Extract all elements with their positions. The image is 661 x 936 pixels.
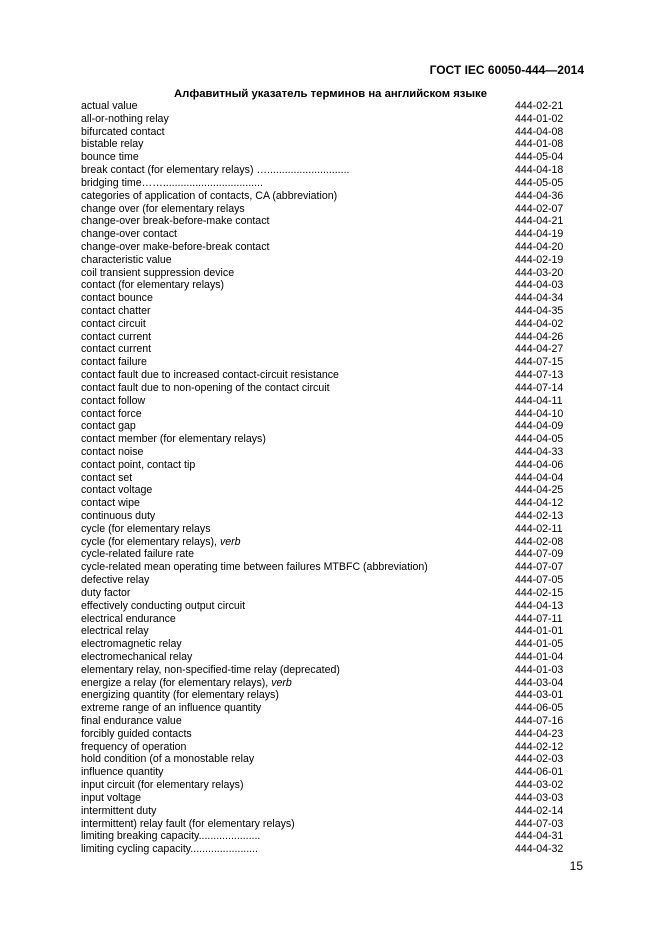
index-entry-term-text: bistable relay (81, 138, 144, 151)
index-entry-code: 444-04-08 (515, 125, 564, 138)
index-entry (81, 689, 571, 702)
index-entry-code: 444-04-26 (515, 330, 564, 343)
index-entry (81, 536, 571, 549)
index-entry-term-text: contact current (81, 330, 152, 343)
index-entry-term-text: duty factor (81, 586, 131, 599)
index-entry-term (81, 702, 261, 715)
index-entry-code: 444-01-02 (515, 112, 564, 125)
index-entry-term-text: contact point, contact tip (81, 458, 196, 471)
index-entry-term-text: input voltage (81, 791, 142, 804)
index-entry (81, 497, 571, 510)
index-entry-term-text: electromagnetic relay (81, 638, 182, 651)
index-entry (81, 600, 571, 613)
index-entry (81, 279, 571, 292)
index-entry-code: 444-02-21 (515, 100, 564, 112)
index-entry (81, 792, 571, 805)
index-entry-code: 444-04-02 (515, 317, 564, 330)
index-entry-term-text: input circuit (for elementary relays) (81, 779, 244, 792)
index-entry-code: 444-07-05 (515, 574, 564, 587)
index-entry-term-text: influence quantity (81, 766, 164, 779)
index-entry-code: 444-03-04 (515, 676, 564, 689)
index-entry-term-text: cycle (for elementary relays), (81, 535, 220, 548)
index-entry-code: 444-04-36 (515, 189, 564, 202)
index-entry (81, 420, 571, 433)
index-title: Алфавитный указатель терминов на английском языке (173, 88, 487, 100)
index-entry-term-text: actual value (81, 100, 138, 112)
index-entry-code: 444-04-05 (515, 433, 564, 446)
index-entry-term (81, 523, 211, 536)
index-entry (81, 215, 571, 228)
index-entry-code: 444-01-01 (515, 625, 564, 638)
index-entry-term-text: electrical endurance (81, 612, 176, 625)
index-entry-term (81, 433, 266, 446)
index-entry-code: 444-03-20 (515, 266, 564, 279)
index-entry-term (81, 625, 149, 638)
index-entry-term (81, 600, 245, 613)
index-entry-term-text: contact current (81, 343, 152, 356)
index-entry-code: 444-04-19 (515, 228, 564, 241)
index-entry-code: 444-05-05 (515, 176, 564, 189)
index-entry-term-text: contact set (81, 471, 133, 484)
index-entry-term-text: categories of application of contacts, CA (abbreviation) (81, 189, 338, 202)
index-entry-term (81, 100, 138, 113)
index-entry (81, 343, 571, 356)
index-entry (81, 818, 571, 831)
index-entry (81, 625, 571, 638)
index-entry-term (81, 664, 340, 677)
index-entry-term-text: break contact (for elementary relays) …............................ (81, 164, 350, 177)
index-entry (81, 548, 571, 561)
index-entry (81, 677, 571, 690)
index-entry-term (81, 126, 165, 139)
index-entry-code: 444-03-03 (515, 791, 564, 804)
index-entry (81, 267, 571, 280)
index-entry-term (81, 164, 349, 177)
index-entry-code: 444-04-11 (515, 394, 563, 407)
index-entry-term-qualifier: verb (219, 535, 241, 548)
index-entry (81, 254, 571, 267)
index-entry (81, 138, 571, 151)
index-entry-term (81, 715, 182, 728)
index-entry (81, 830, 571, 843)
index-entry-term-text: intermittent) relay fault (for elementary relays) (81, 817, 295, 830)
term-index-list (81, 100, 571, 856)
index-entry-term (81, 215, 269, 228)
index-entry-term (81, 292, 153, 305)
index-entry (81, 638, 571, 651)
index-entry-term (81, 818, 295, 831)
index-entry (81, 228, 571, 241)
index-entry (81, 151, 571, 164)
index-entry (81, 382, 571, 395)
index-entry (81, 100, 571, 113)
index-entry (81, 510, 571, 523)
index-entry-term-text: contact gap (81, 420, 136, 433)
index-entry-code: 444-01-04 (515, 650, 564, 663)
index-entry (81, 292, 571, 305)
index-entry (81, 241, 571, 254)
index-entry (81, 843, 571, 856)
document-code: ГОСТ IEC 60050-444—2014 (429, 63, 584, 77)
index-entry-term (81, 741, 186, 754)
index-entry-term (81, 356, 147, 369)
index-entry-term (81, 753, 254, 766)
index-entry-code: 444-07-09 (515, 548, 564, 561)
index-entry-code: 444-04-34 (515, 292, 564, 305)
index-entry-term-text: characteristic value (81, 253, 172, 266)
index-entry-term-text: forcibly guided contacts (81, 727, 192, 740)
index-entry (81, 651, 571, 664)
index-entry-term-text: electrical relay (81, 625, 149, 638)
index-entry-term (81, 510, 155, 523)
index-entry-term-text: limiting breaking capacity..................... (81, 830, 261, 843)
index-entry-term-text: electromechanical relay (81, 650, 193, 663)
index-entry-code: 444-04-27 (515, 343, 564, 356)
index-entry-term (81, 382, 330, 395)
index-entry-term (81, 331, 151, 344)
index-entry-term-text: change-over break-before-make contact (81, 215, 270, 228)
index-entry (81, 356, 571, 369)
index-entry-term-text: contact bounce (81, 292, 153, 305)
index-entry-code: 444-07-13 (515, 369, 564, 382)
index-entry-term-text: bridging time…….................................. (81, 176, 263, 189)
index-entry (81, 459, 571, 472)
index-entry-term-text: contact (for elementary relays) (81, 279, 225, 292)
index-entry (81, 741, 571, 754)
index-entry-term (81, 728, 192, 741)
index-entry-term (81, 305, 151, 318)
index-entry-term-text: continuous duty (81, 510, 156, 522)
index-entry-term-text: contact failure (81, 356, 147, 369)
index-entry-code: 444-07-03 (515, 817, 564, 830)
index-entry-term-text: contact fault due to increased contact-circuit resistance (81, 369, 339, 382)
index-entry-term-text: contact circuit (81, 317, 146, 330)
index-entry-code: 444-01-03 (515, 663, 564, 676)
index-entry-code: 444-04-10 (515, 407, 564, 420)
index-entry-code: 444-06-01 (515, 766, 564, 779)
index-entry-code: 444-04-25 (515, 484, 564, 497)
index-entry-term-text: all-or-nothing relay (81, 112, 169, 125)
index-entry-term (81, 843, 258, 856)
index-entry-code: 444-04-09 (515, 420, 564, 433)
index-entry-term (81, 228, 177, 241)
index-entry-term (81, 254, 172, 267)
index-entry-code: 444-02-19 (515, 253, 564, 266)
index-entry (81, 126, 571, 139)
index-entry (81, 766, 571, 779)
index-entry-term-text: cycle (for elementary relays (81, 522, 211, 535)
index-entry-code: 444-04-21 (515, 215, 564, 228)
index-entry-code: 444-03-02 (515, 779, 564, 792)
index-entry-term (81, 318, 146, 331)
index-entry-term (81, 651, 192, 664)
index-entry-code: 444-02-14 (515, 804, 564, 817)
index-entry-code: 444-02-03 (515, 753, 564, 766)
index-entry-term (81, 638, 182, 651)
index-entry-term-text: cycle-related failure rate (81, 548, 195, 561)
index-entry-term-text: effectively conducting output circuit (81, 599, 246, 612)
index-entry (81, 164, 571, 177)
index-entry-term (81, 766, 163, 779)
index-entry (81, 318, 571, 331)
index-entry-term (81, 574, 149, 587)
index-entry-term-text: contact follow (81, 394, 146, 407)
index-entry-code: 444-04-13 (515, 599, 564, 612)
index-entry-term-text: limiting cycling capacity....................... (81, 843, 259, 856)
index-entry (81, 702, 571, 715)
index-entry-term (81, 408, 142, 421)
index-entry-code: 444-07-16 (515, 715, 564, 727)
index-entry-code: 444-07-11 (515, 612, 563, 625)
index-entry-term-text: energize a relay (for elementary relays), (81, 676, 272, 689)
index-entry-term-text: change over (for elementary relays (81, 202, 245, 215)
index-entry-term (81, 395, 145, 408)
index-entry-code: 444-04-06 (515, 458, 564, 471)
index-entry-code: 444-04-31 (515, 830, 564, 843)
index-entry-code: 444-04-03 (515, 279, 564, 292)
index-entry-term (81, 446, 143, 459)
index-entry (81, 408, 571, 421)
index-entry-code: 444-04-20 (515, 240, 564, 253)
index-entry-code: 444-05-04 (515, 151, 564, 164)
index-entry (81, 331, 571, 344)
index-entry-code: 444-06-05 (515, 702, 564, 715)
index-entry (81, 203, 571, 216)
index-entry (81, 587, 571, 600)
index-entry-code: 444-02-13 (515, 510, 564, 522)
index-entry-code: 444-04-35 (515, 305, 564, 317)
index-entry-term (81, 279, 224, 292)
index-entry-term-text: intermittent duty (81, 804, 157, 817)
index-entry-term (81, 472, 132, 485)
index-entry-term-qualifier: verb (271, 676, 292, 689)
index-entry (81, 753, 571, 766)
index-entry-code: 444-02-07 (515, 202, 564, 215)
index-entry-code: 444-01-05 (515, 638, 564, 651)
index-entry-code: 444-04-33 (515, 445, 564, 458)
index-entry (81, 779, 571, 792)
index-entry-code: 444-02-08 (515, 535, 564, 548)
index-entry-term (81, 190, 337, 203)
index-entry-term (81, 792, 141, 805)
index-entry-term (81, 343, 151, 356)
index-entry (81, 715, 571, 728)
index-entry-term (81, 587, 130, 600)
index-entry-term-text: cycle-related mean operating time between failures MTBFC (abbreviation) (81, 561, 428, 574)
index-entry-term-text: frequency of operation (81, 740, 187, 753)
index-entry-code: 444-04-18 (515, 164, 564, 177)
index-entry-code: 444-02-12 (515, 740, 564, 753)
index-entry (81, 177, 571, 190)
index-entry-term (81, 805, 156, 818)
index-entry (81, 561, 571, 574)
index-entry-term-text: contact force (81, 407, 142, 420)
index-entry (81, 113, 571, 126)
index-entry (81, 805, 571, 818)
index-entry-code: 444-02-15 (515, 586, 564, 599)
index-entry (81, 446, 571, 459)
index-entry (81, 395, 571, 408)
index-entry-term (81, 689, 279, 702)
index-entry-term-text: final endurance value (81, 715, 182, 727)
index-entry-term (81, 241, 269, 254)
index-entry-code: 444-07-15 (515, 356, 564, 369)
index-entry (81, 369, 571, 382)
index-entry (81, 305, 571, 318)
index-entry-term (81, 536, 241, 549)
index-entry-term (81, 497, 140, 510)
index-entry-term-text: hold condition (of a monostable relay (81, 753, 255, 766)
index-entry-term-text: defective relay (81, 574, 150, 587)
index-entry-term (81, 613, 176, 626)
index-entry-code: 444-03-01 (515, 689, 564, 702)
index-entry-term-text: contact member (for elementary relays) (81, 433, 266, 446)
index-entry-term-text: contact chatter (81, 305, 151, 317)
index-entry-term (81, 484, 152, 497)
index-entry-code: 444-04-12 (515, 497, 564, 510)
index-entry (81, 523, 571, 536)
index-entry-term (81, 830, 260, 843)
index-entry-term (81, 369, 339, 382)
index-entry (81, 484, 571, 497)
index-entry-code: 444-01-08 (515, 138, 564, 151)
index-entry (81, 664, 571, 677)
index-entry-term-text: bounce time (81, 151, 139, 164)
index-entry-term-text: extreme range of an influence quantity (81, 702, 262, 715)
page-number: 15 (569, 859, 583, 873)
index-entry-term-text: change-over contact (81, 228, 177, 241)
index-entry-code: 444-04-32 (515, 843, 564, 856)
index-entry-term (81, 267, 234, 280)
index-entry (81, 613, 571, 626)
index-entry-term (81, 677, 292, 690)
index-entry-term (81, 459, 195, 472)
index-entry-code: 444-07-14 (515, 381, 564, 394)
index-entry-code: 444-04-23 (515, 727, 564, 740)
index-entry-term (81, 151, 139, 164)
index-entry-term-text: bifurcated contact (81, 125, 165, 138)
index-entry-code: 444-02-11 (515, 522, 563, 535)
index-entry-term (81, 203, 245, 216)
index-entry-term (81, 561, 428, 574)
index-entry-term-text: coil transient suppression device (81, 266, 235, 279)
index-entry-term (81, 420, 136, 433)
index-entry-term-text: change-over make-before-break contact (81, 240, 270, 253)
index-entry-code: 444-04-04 (515, 471, 564, 484)
index-entry-term (81, 177, 263, 190)
index-entry-term (81, 113, 169, 126)
index-entry-term-text: contact wipe (81, 497, 140, 510)
index-entry-term (81, 138, 143, 151)
index-entry-code: 444-07-07 (515, 561, 564, 574)
index-entry-term-text: energizing quantity (for elementary relays) (81, 689, 279, 702)
index-entry-term-text: elementary relay, non-specified-time relay (deprecated) (81, 663, 340, 676)
index-entry (81, 728, 571, 741)
index-entry (81, 574, 571, 587)
index-entry (81, 190, 571, 203)
index-entry-term (81, 779, 244, 792)
index-entry-term-text: contact fault due to non-opening of the contact circuit (81, 381, 330, 394)
index-entry-term-text: contact noise (81, 445, 144, 458)
index-entry (81, 433, 571, 446)
index-entry (81, 472, 571, 485)
index-entry-term (81, 548, 194, 561)
index-entry-term-text: contact voltage (81, 484, 153, 497)
